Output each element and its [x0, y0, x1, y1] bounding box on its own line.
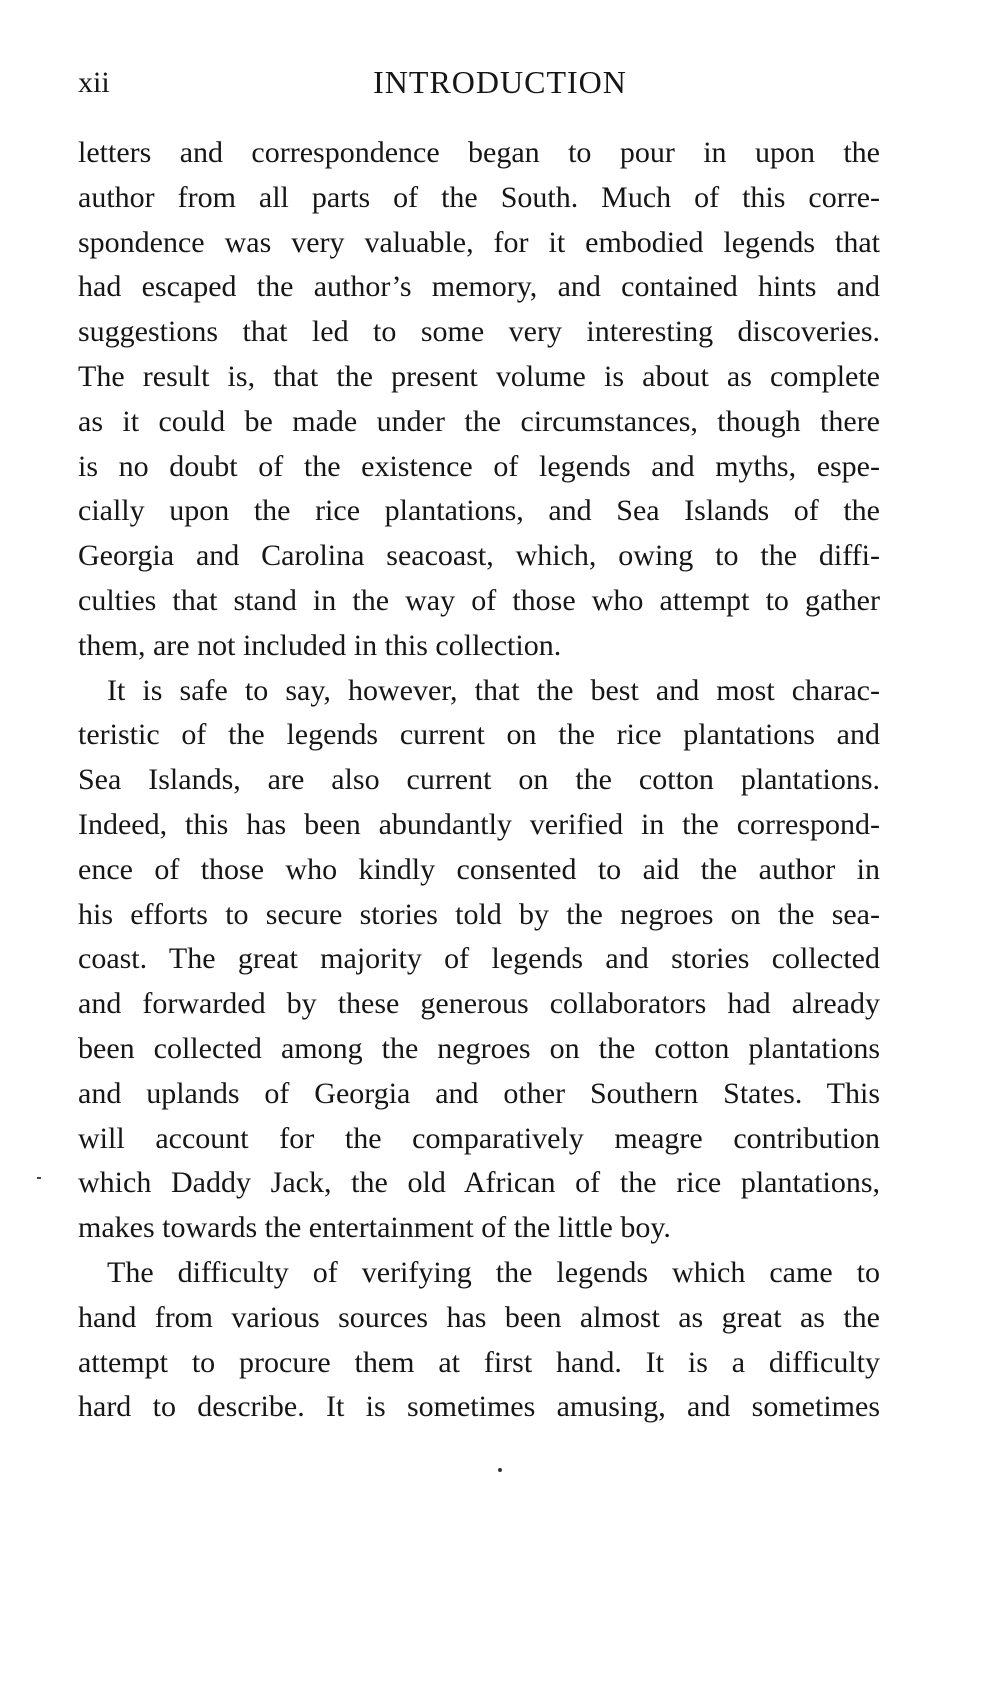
text-line: spondence was very valuable, for it embodied legends that [78, 225, 880, 259]
text-line: culties that stand in the way of those who attempt to gather [78, 583, 880, 617]
text-line: his efforts to secure stories told by the negroes on the sea- [78, 897, 880, 931]
text-line: attempt to procure them at first hand. It is a difficulty [78, 1345, 880, 1379]
text-line: and forwarded by these generous collaborators had already [78, 987, 880, 1021]
text-line: It is safe to say, however, that the best and most charac- [107, 673, 880, 707]
text-line: cially upon the rice plantations, and Sea Islands of the [78, 494, 880, 528]
text-line: letters and correspondence began to pour in upon the [78, 136, 880, 169]
text-line: had escaped the author’s memory, and contained hints and [78, 270, 880, 304]
text-line: hard to describe. It is sometimes amusing, and sometimes [78, 1390, 880, 1424]
text-line: hand from various sources has been almost as great as the [78, 1300, 880, 1334]
stray-dot [498, 1468, 502, 1472]
text-line: suggestions that led to some very interesting discoveries. [78, 315, 880, 349]
text-line: them, are not included in this collection. [78, 628, 562, 662]
stray-mark [37, 1177, 41, 1179]
text-line: author from all parts of the South. Much of this corre- [78, 180, 880, 214]
text-line: The difficulty of verifying the legends which came to [107, 1255, 880, 1289]
text-line: coast. The great majority of legends and stories collected [78, 942, 880, 976]
text-line: is no doubt of the existence of legends and myths, espe- [78, 449, 880, 483]
text-line: which Daddy Jack, the old African of the rice plantations, [78, 1166, 880, 1200]
body-text [78, 131, 880, 1430]
text-line: will account for the comparatively meagre contribution [78, 1121, 880, 1155]
text-line: ence of those who kindly consented to aid the author in [78, 852, 880, 886]
running-title: INTRODUCTION [373, 64, 627, 100]
text-line: as it could be made under the circumstances, though there [78, 404, 880, 438]
page-number: xii [78, 66, 110, 99]
text-line: and uplands of Georgia and other Southern States. This [78, 1076, 880, 1110]
text-line: Sea Islands, are also current on the cotton plantations. [78, 763, 880, 797]
text-line: makes towards the entertainment of the little boy. [78, 1211, 671, 1245]
text-line: teristic of the legends current on the rice plantations and [78, 718, 880, 752]
text-line: Georgia and Carolina seacoast, which, owing to the diffi- [78, 539, 880, 573]
text-line: The result is, that the present volume is about as complete [78, 359, 880, 393]
text-line: Indeed, this has been abundantly verified in the correspond- [78, 807, 880, 841]
text-line: been collected among the negroes on the cotton plantations [78, 1031, 880, 1065]
